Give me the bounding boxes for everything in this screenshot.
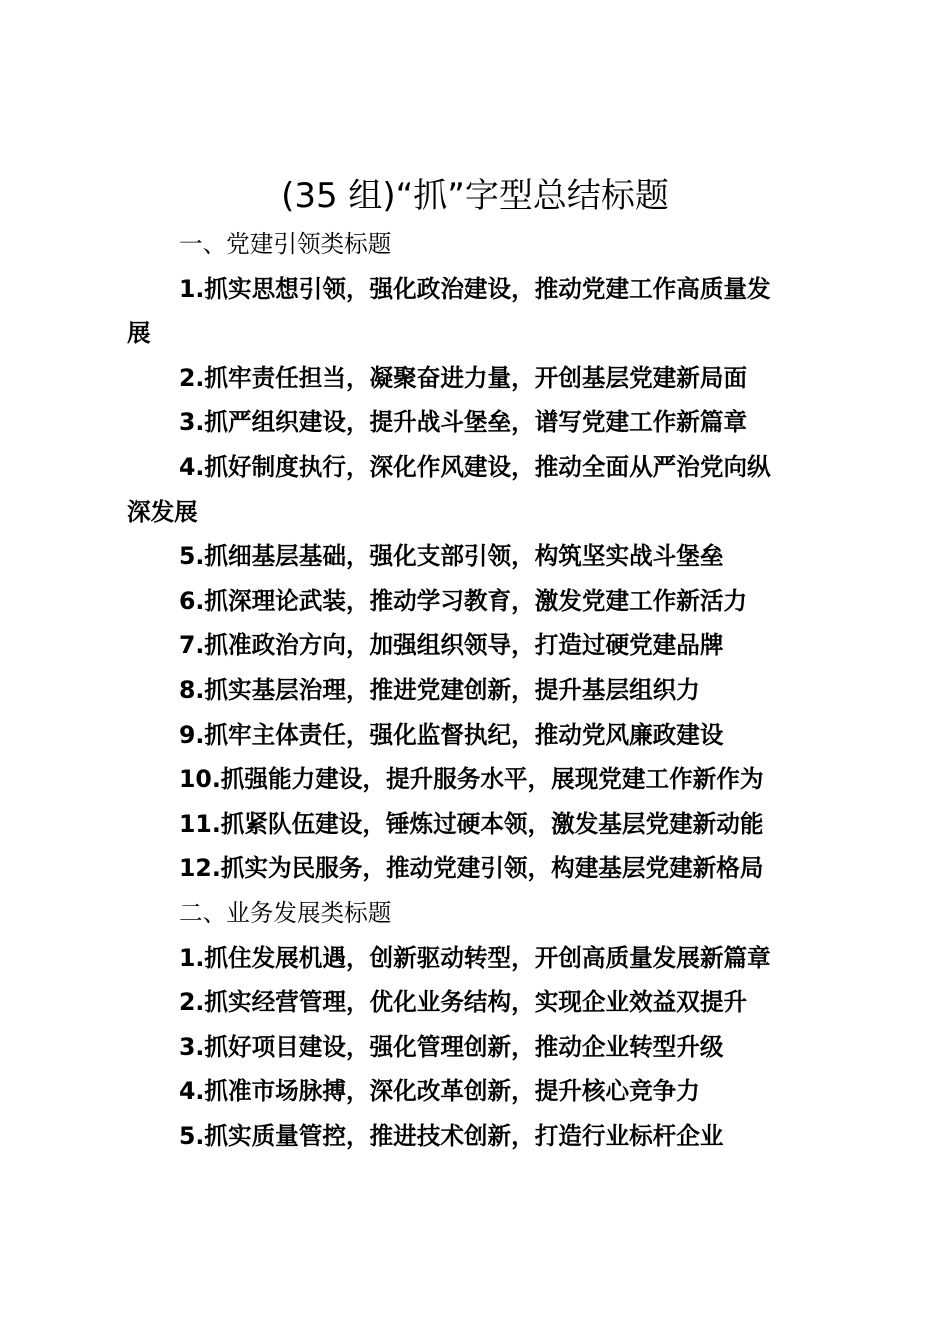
list-item: 3.抓好项目建设，强化管理创新，推动企业转型升级 xyxy=(179,1032,724,1061)
list-item: 8.抓实基层治理，推进党建创新，提升基层组织力 xyxy=(179,675,700,704)
list-item: 1.抓住发展机遇，创新驱动转型，开创高质量发展新篇章 xyxy=(179,943,771,972)
list-item: 12.抓实为民服务，推动党建引领，构建基层党建新格局 xyxy=(179,854,764,883)
list-item: 7.抓准政治方向，加强组织领导，打造过硬党建品牌 xyxy=(179,631,724,660)
list-item: 1.抓实思想引领，强化政治建设，推动党建工作高质量发 xyxy=(179,274,771,303)
list-item: 10.抓强能力建设，提升服务水平，展现党建工作新作为 xyxy=(179,765,764,794)
list-item: 11.抓紧队伍建设，锤炼过硬本领，激发基层党建新动能 xyxy=(179,809,764,838)
list-item-continuation: 深发展 xyxy=(127,497,198,526)
section-heading-business-development: 二、业务发展类标题 xyxy=(179,898,392,927)
document-body xyxy=(127,222,827,1158)
list-item: 5.抓实质量管控，推进技术创新，打造行业标杆企业 xyxy=(179,1121,724,1150)
list-item: 4.抓准市场脉搏，深化改革创新，提升核心竞争力 xyxy=(179,1077,700,1106)
list-item: 5.抓细基层基础，强化支部引领，构筑坚实战斗堡垒 xyxy=(179,542,724,571)
list-item: 4.抓好制度执行，深化作风建设，推动全面从严治党向纵 xyxy=(179,452,771,481)
list-item: 2.抓牢责任担当，凝聚奋进力量，开创基层党建新局面 xyxy=(179,363,748,392)
document-title: (35 组)“抓”字型总结标题 xyxy=(281,176,669,216)
list-item-continuation: 展 xyxy=(127,319,151,348)
list-item: 3.抓严组织建设，提升战斗堡垒，谱写党建工作新篇章 xyxy=(179,408,748,437)
list-item: 2.抓实经营管理，优化业务结构，实现企业效益双提升 xyxy=(179,988,748,1017)
list-item: 6.抓深理论武装，推动学习教育，激发党建工作新活力 xyxy=(179,586,748,615)
list-item: 9.抓牢主体责任，强化监督执纪，推动党风廉政建设 xyxy=(179,720,724,749)
section-heading-party-building: 一、党建引领类标题 xyxy=(179,230,392,258)
